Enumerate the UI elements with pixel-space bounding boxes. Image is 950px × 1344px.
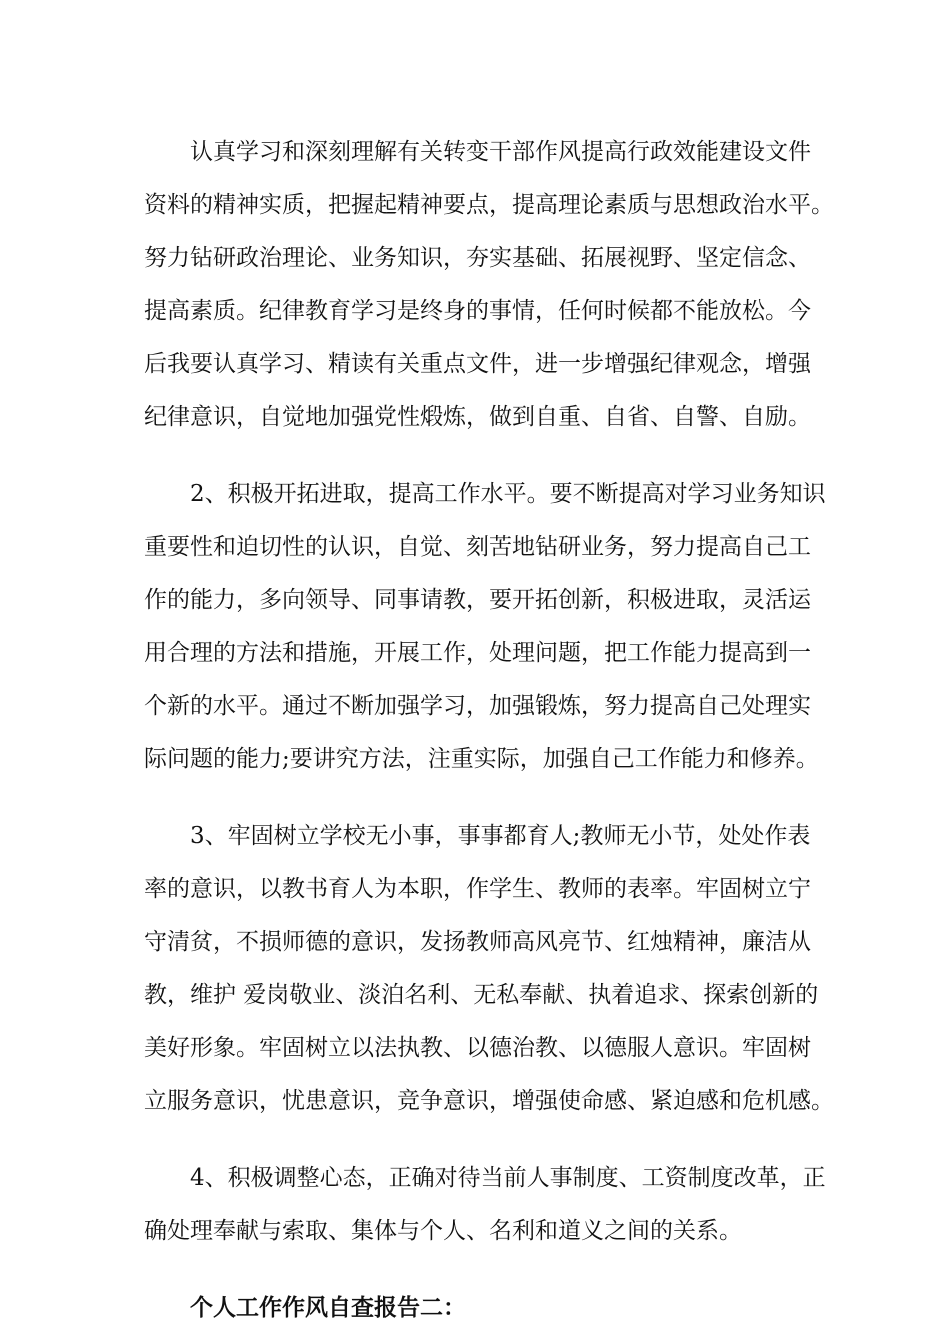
paragraph-line: 个新的水平。通过不断加强学习，加强锻炼，努力提高自己处理实 [144, 693, 811, 719]
paragraph-line: 美好形象。牢固树立以法执教、以德治教、以德服人意识。牢固树 [144, 1035, 811, 1061]
paragraph-study [144, 126, 834, 444]
paragraph-line: 立服务意识，忧患意识，竞争意识，增强使命感、紧迫感和危机感。 [144, 1088, 834, 1114]
paragraph-line: 守清贫，不损师德的意识，发扬教师高风亮节、红烛精神，廉洁从 [144, 929, 811, 955]
section-heading: 个人工作作风自查报告二： [190, 1295, 466, 1321]
paragraph-line: 提高素质。纪律教育学习是终身的事情，任何时候都不能放松。今 [144, 298, 811, 324]
paragraph-item-4 [144, 1152, 826, 1258]
document-body [144, 126, 834, 1335]
paragraph-line: 资料的精神实质，把握起精神要点，提高理论素质与思想政治水平。 [144, 192, 834, 218]
paragraph-item-3 [144, 810, 834, 1128]
paragraph-line: 率的意识，以教书育人为本职，作学生、教师的表率。牢固树立宁 [144, 876, 811, 902]
paragraph-line: 重要性和迫切性的认识，自觉、刻苦地钻研业务，努力提高自己工 [144, 534, 811, 560]
paragraph-line: 2、积极开拓进取，提高工作水平。要不断提高对学习业务知识 [190, 481, 826, 507]
paragraph-line: 后我要认真学习、精读有关重点文件，进一步增强纪律观念，增强 [144, 351, 811, 377]
paragraph-line: 4、积极调整心态，正确对待当前人事制度、工资制度改革，正 [190, 1165, 826, 1191]
paragraph-line: 努力钻研政治理论、业务知识，夯实基础、拓展视野、坚定信念、 [144, 245, 811, 271]
paragraph-item-2 [144, 468, 826, 786]
paragraph-line: 用合理的方法和措施，开展工作，处理问题，把工作能力提高到一 [144, 640, 811, 666]
paragraph-line: 作的能力，多向领导、同事请教，要开拓创新，积极进取，灵活运 [144, 587, 811, 613]
paragraph-line: 认真学习和深刻理解有关转变干部作风提高行政效能建设文件 [190, 139, 811, 165]
paragraph-line: 际问题的能力;要讲究方法，注重实际，加强自己工作能力和修养。 [144, 746, 819, 772]
paragraph-line: 3、牢固树立学校无小事，事事都育人;教师无小节，处处作表 [190, 823, 811, 849]
paragraph-line: 确处理奉献与索取、集体与个人、名利和道义之间的关系。 [144, 1218, 742, 1244]
paragraph-line: 纪律意识，自觉地加强党性煅炼，做到自重、自省、自警、自励。 [144, 404, 811, 430]
paragraph-line: 教，维护 爱岗敬业、淡泊名利、无私奉献、执着追求、探索创新的 [144, 982, 819, 1008]
